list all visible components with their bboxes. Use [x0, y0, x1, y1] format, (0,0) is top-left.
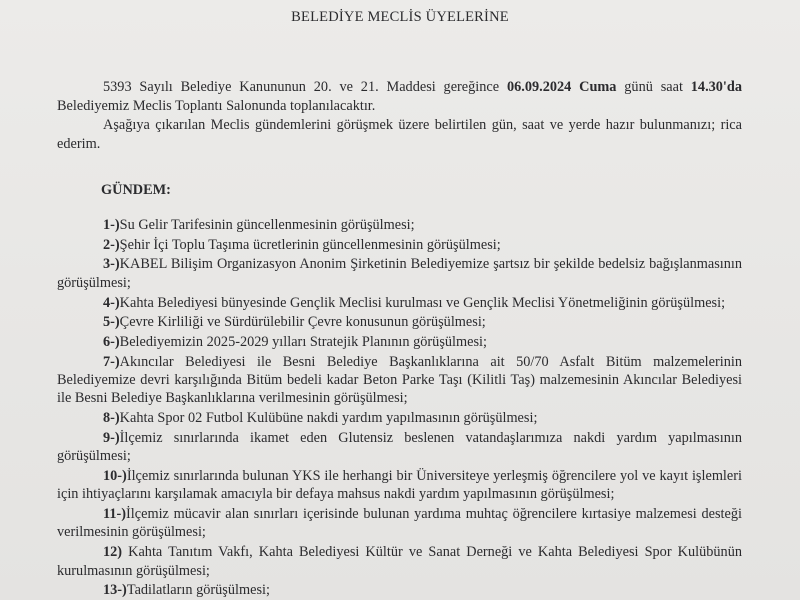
agenda-title: GÜNDEM: [101, 182, 171, 198]
agenda-list [57, 216, 742, 600]
agenda-item [57, 409, 742, 427]
agenda-item-text: İlçemiz mücavir alan sınırları içerisinde bulunan yardıma muhtaç öğrencilere kırtasiye malzemesi desteği verilmesinin görüşülmesi; [57, 506, 742, 541]
agenda-item-text: Şehir İçi Toplu Taşıma ücretlerinin güncellenmesinin görüşülmesi; [119, 236, 501, 253]
agenda-item-number: 7-) [103, 353, 120, 370]
meeting-date: 06.09.2024 Cuma [506, 79, 617, 95]
intro-text-c: Belediyemiz Meclis Toplantı Salonunda toplanılacaktır. [57, 98, 376, 114]
intro-text-a: 5393 Sayılı Belediye Kanununun 20. ve 21. Maddesi gereğince [103, 79, 507, 95]
agenda-item-number: 1-) [103, 217, 120, 233]
agenda-item-number: 4-) [103, 294, 120, 311]
intro-paragraph-1 [57, 78, 742, 116]
document-heading: BELEDİYE MECLİS ÜYELERİNE [291, 9, 509, 25]
agenda-item-text: Su Gelir Tarifesinin güncellenmesinin görüşülmesi; [119, 217, 415, 233]
agenda-item-text: Tadilatların görüşülmesi; [126, 582, 270, 599]
agenda-item [57, 294, 742, 312]
agenda-item-number: 13-) [103, 582, 127, 599]
agenda-item-number: 12) [103, 544, 123, 561]
agenda-item [57, 581, 742, 599]
agenda-item-number: 3-) [103, 256, 120, 273]
agenda-item-text: Çevre Kirliliği ve Sürdürülebilir Çevre konusunun görüşülmesi; [119, 314, 486, 331]
agenda-item-text: İlçemiz sınırlarında ikamet eden Glutensiz beslenen vatandaşlarımıza nakdi yardım yapılmasının görüşülmesi; [57, 429, 742, 465]
agenda-item [57, 467, 742, 504]
agenda-item-text: İlçemiz sınırlarında bulunan YKS ile herhangi bir Üniversiteye yerleşmiş öğrencilere yol ve kayıt işlemleri için ihtiyaçlarını karşılamak amacıyla bir defaya mahsus nakdi yardım yapılmasının görüşülmesi; [57, 467, 742, 503]
agenda-item-number: 10-) [103, 467, 127, 484]
agenda-item [57, 505, 742, 542]
agenda-item [57, 313, 742, 331]
agenda-item [57, 255, 742, 292]
meeting-time: 14.30'da [690, 79, 743, 95]
agenda-item-number: 2-) [103, 236, 120, 253]
agenda-item [57, 216, 742, 234]
agenda-item [57, 236, 742, 254]
agenda-item-number: 5-) [103, 314, 120, 331]
agenda-item-number: 11-) [103, 506, 127, 523]
agenda-item [57, 543, 742, 580]
agenda-item [57, 429, 742, 466]
agenda-item-text: Kahta Tanıtım Vakfı, Kahta Belediyesi Kültür ve Sanat Derneği ve Kahta Belediyesi Spor Kulübünün kurulmasının görüşülmesi; [57, 544, 742, 579]
agenda-item-text: Belediyemizin 2025-2029 yılları Stratejik Planının görüşülmesi; [119, 333, 487, 350]
agenda-item-number: 6-) [103, 333, 120, 350]
agenda-item-text: Akıncılar Belediyesi ile Besni Belediye Başkanlıklarına ait 50/70 Asfalt Bitüm malzemelerinin Belediyemize devri karşılığında Bitüm bedeli kadar Beton Parke Taşı (Kilitli Taş) malzemesinin Akıncılar Belediyesi ile Besni Belediye Başkanlıklarına verilmesinin görüşülmesi; [57, 353, 742, 407]
agenda-item-number: 9-) [103, 429, 120, 446]
agenda-item-number: 8-) [103, 410, 120, 427]
agenda-item [57, 353, 742, 408]
agenda-item-text: Kahta Spor 02 Futbol Kulübüne nakdi yardım yapılmasının görüşülmesi; [119, 410, 538, 427]
agenda-item [57, 333, 742, 351]
agenda-item-text: Kahta Belediyesi bünyesinde Gençlik Meclisi kurulması ve Gençlik Meclisi Yönetmeliğinin görüşülmesi; [119, 294, 726, 311]
intro-paragraph-2: Aşağıya çıkarılan Meclis gündemlerini görüşmek üzere belirtilen gün, saat ve yerde hazır bulunmanızı; rica ederim. [57, 117, 742, 152]
intro-text-b: günü saat [616, 79, 691, 95]
agenda-item-text: KABEL Bilişim Organizasyon Anonim Şirketinin Belediyemize şartsız bir şekilde bedelsiz bağışlanmasının görüşülmesi; [57, 256, 742, 291]
